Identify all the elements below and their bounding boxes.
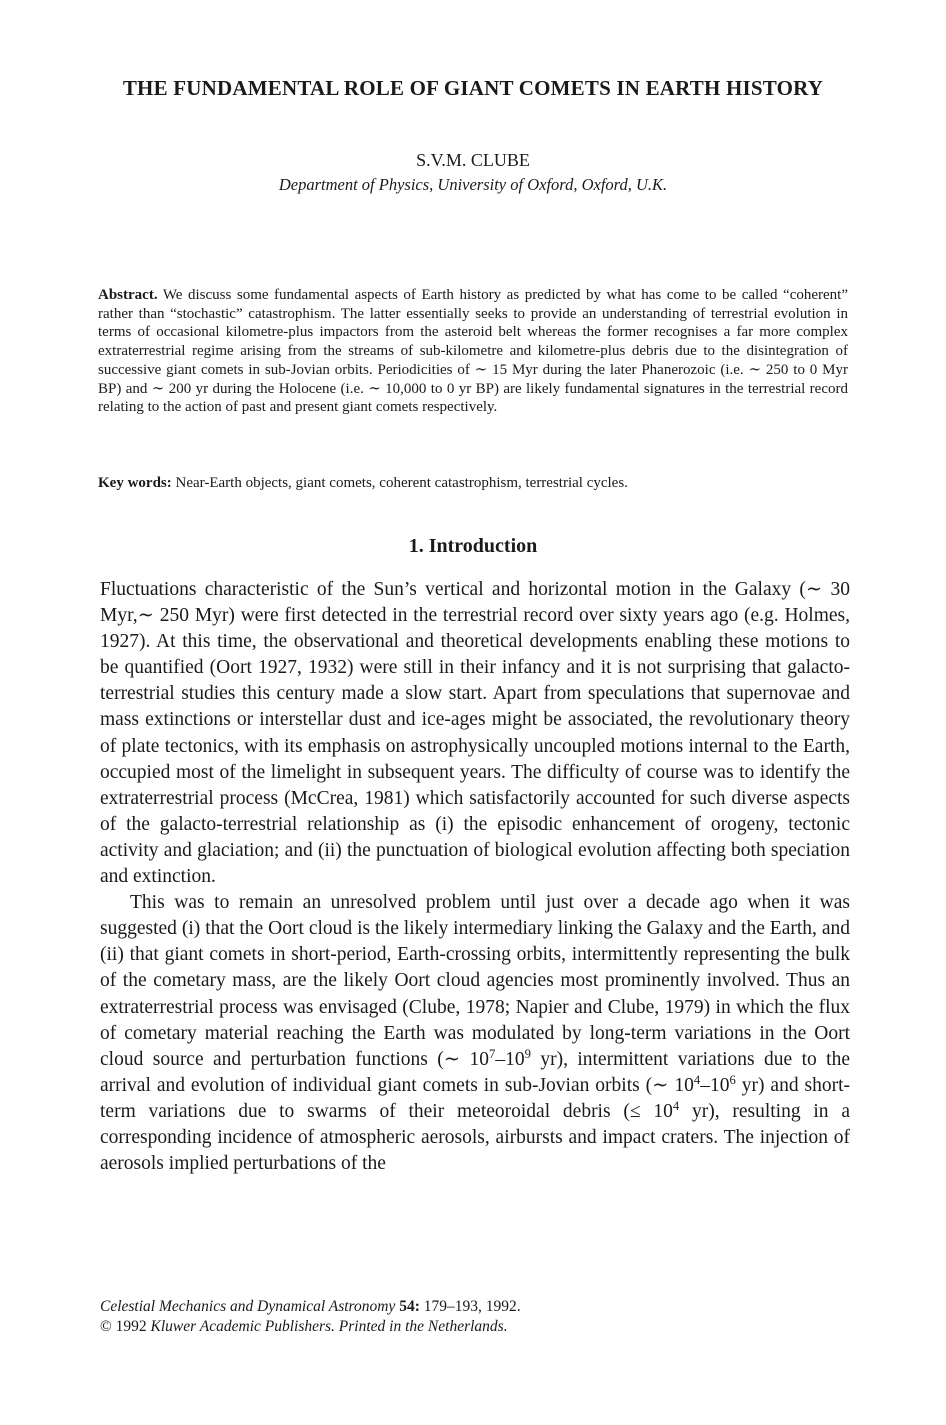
paragraph-2-text-c: yr), intermittent variations due to the arrival and evolution of individual giant comets in sub-Jovian orbits (∼ 10 xyxy=(100,1048,850,1096)
paragraph-1: Fluctuations characteristic of the Sun’s vertical and horizontal motion in the Galaxy (∼ 30 Myr,∼ 250 Myr) were first detected in the terrestrial record over sixty years ago (e.g. Holmes, 1927). At this time, the observational and theoretical developments enabling these motions to be quantified (Oort 1927, 1932) were still in their infancy and it is not surprising that galacto-terrestrial studies this century made a slow start. Apart from speculations that supernovae and mass extinctions or interstellar dust and ice-ages might be associated, the revolutionary theory of plate tectonics, with its emphasis on astrophysically uncoupled motions internal to the Earth, occupied most of the limelight in subsequent years. The difficulty of course was to identify the extraterrestrial process (McCrea, 1981) which satisfactorily accounted for such diverse aspects of the galacto-terrestrial relationship as (i) the episodic enhancement of orogeny, tectonic activity and glaciation; and (ii) the punctuation of biological evolution affecting both speciation and extinction. xyxy=(100,579,850,888)
paragraph-2 xyxy=(100,890,850,1177)
publisher-line: Kluwer Academic Publishers. Printed in the Netherlands. xyxy=(150,1318,508,1335)
exponent-6: 6 xyxy=(729,1072,736,1087)
copyright-notice: © 1992 xyxy=(100,1318,147,1335)
paragraph-2-text-e: yr) and short-term variations due to swarms of their meteoroidal debris (≤ 10 xyxy=(100,1074,850,1122)
abstract xyxy=(98,286,848,417)
journal-volume: 54: xyxy=(399,1298,420,1315)
keywords xyxy=(98,474,848,493)
journal-name: Celestial Mechanics and Dynamical Astronomy xyxy=(100,1298,396,1315)
copyright-line xyxy=(100,1317,860,1337)
journal-citation xyxy=(100,1297,860,1317)
exponent-7: 7 xyxy=(489,1046,496,1061)
page-footer xyxy=(100,1297,860,1337)
author-affiliation: Department of Physics, University of Oxford, Oxford, U.K. xyxy=(278,175,668,194)
section-heading-introduction: 1. Introduction xyxy=(408,535,538,557)
paragraph-2-text-d: –10 xyxy=(700,1074,730,1096)
paper-title: THE FUNDAMENTAL ROLE OF GIANT COMETS IN EARTH HISTORY xyxy=(122,76,824,100)
exponent-9: 9 xyxy=(524,1046,531,1061)
paragraph-2-text-a: This was to remain an unresolved problem until just over a decade ago when it was suggested (i) that the Oort cloud is the likely intermediary linking the Galaxy and the Earth, and (ii) that giant comets in short-period, Earth-crossing orbits, intermittently representing the bulk of the cometary mass, are the likely Oort cloud agencies most prominently involved. Thus an extraterrestrial process was envisaged (Clube, 1978; Napier and Clube, 1979) in which the flux of cometary material reaching the Earth was modulated by long-term variations in the Oort cloud source and perturbation functions (∼ 10 xyxy=(100,892,850,1070)
journal-pages: 179–193, 1992. xyxy=(419,1298,521,1315)
abstract-label: Abstract. xyxy=(98,287,158,303)
paragraph-2-text-f: yr), resulting in a corresponding incidence of atmospheric aerosols, airbursts and impact craters. The injection of aerosols implied perturbations of the xyxy=(100,1100,850,1175)
exponent-4b: 4 xyxy=(672,1098,680,1113)
abstract-text: We discuss some fundamental aspects of Earth history as predicted by what has come to be called “coherent” rather than “stochastic” catastrophism. The latter essentially seeks to provide an understanding of terrestrial evolution in terms of occasional kilometre-plus impactors from the asteroid belt whereas the former recognises a far more complex extraterrestrial regime arising from the streams of sub-kilometre and kilometre-plus debris due to the disintegration of successive giant comets in sub-Jovian orbits. Periodicities of ∼ 15 Myr during the later Phanerozoic (i.e. ∼ 250 to 0 Myr BP) and ∼ 200 yr during the Holocene (i.e. ∼ 10,000 to 0 yr BP) are likely fundamental signatures in the terrestrial record relating to the action of past and present giant comets respectively. xyxy=(98,287,848,416)
author-name: S.V.M. CLUBE xyxy=(416,150,530,170)
keywords-text: Near-Earth objects, giant comets, coherent catastrophism, terrestrial cycles. xyxy=(175,475,628,491)
keywords-label: Key words: xyxy=(98,475,172,491)
body-text xyxy=(100,577,850,1177)
exponent-4: 4 xyxy=(693,1072,701,1087)
paragraph-2-text-b: –10 xyxy=(495,1048,525,1070)
